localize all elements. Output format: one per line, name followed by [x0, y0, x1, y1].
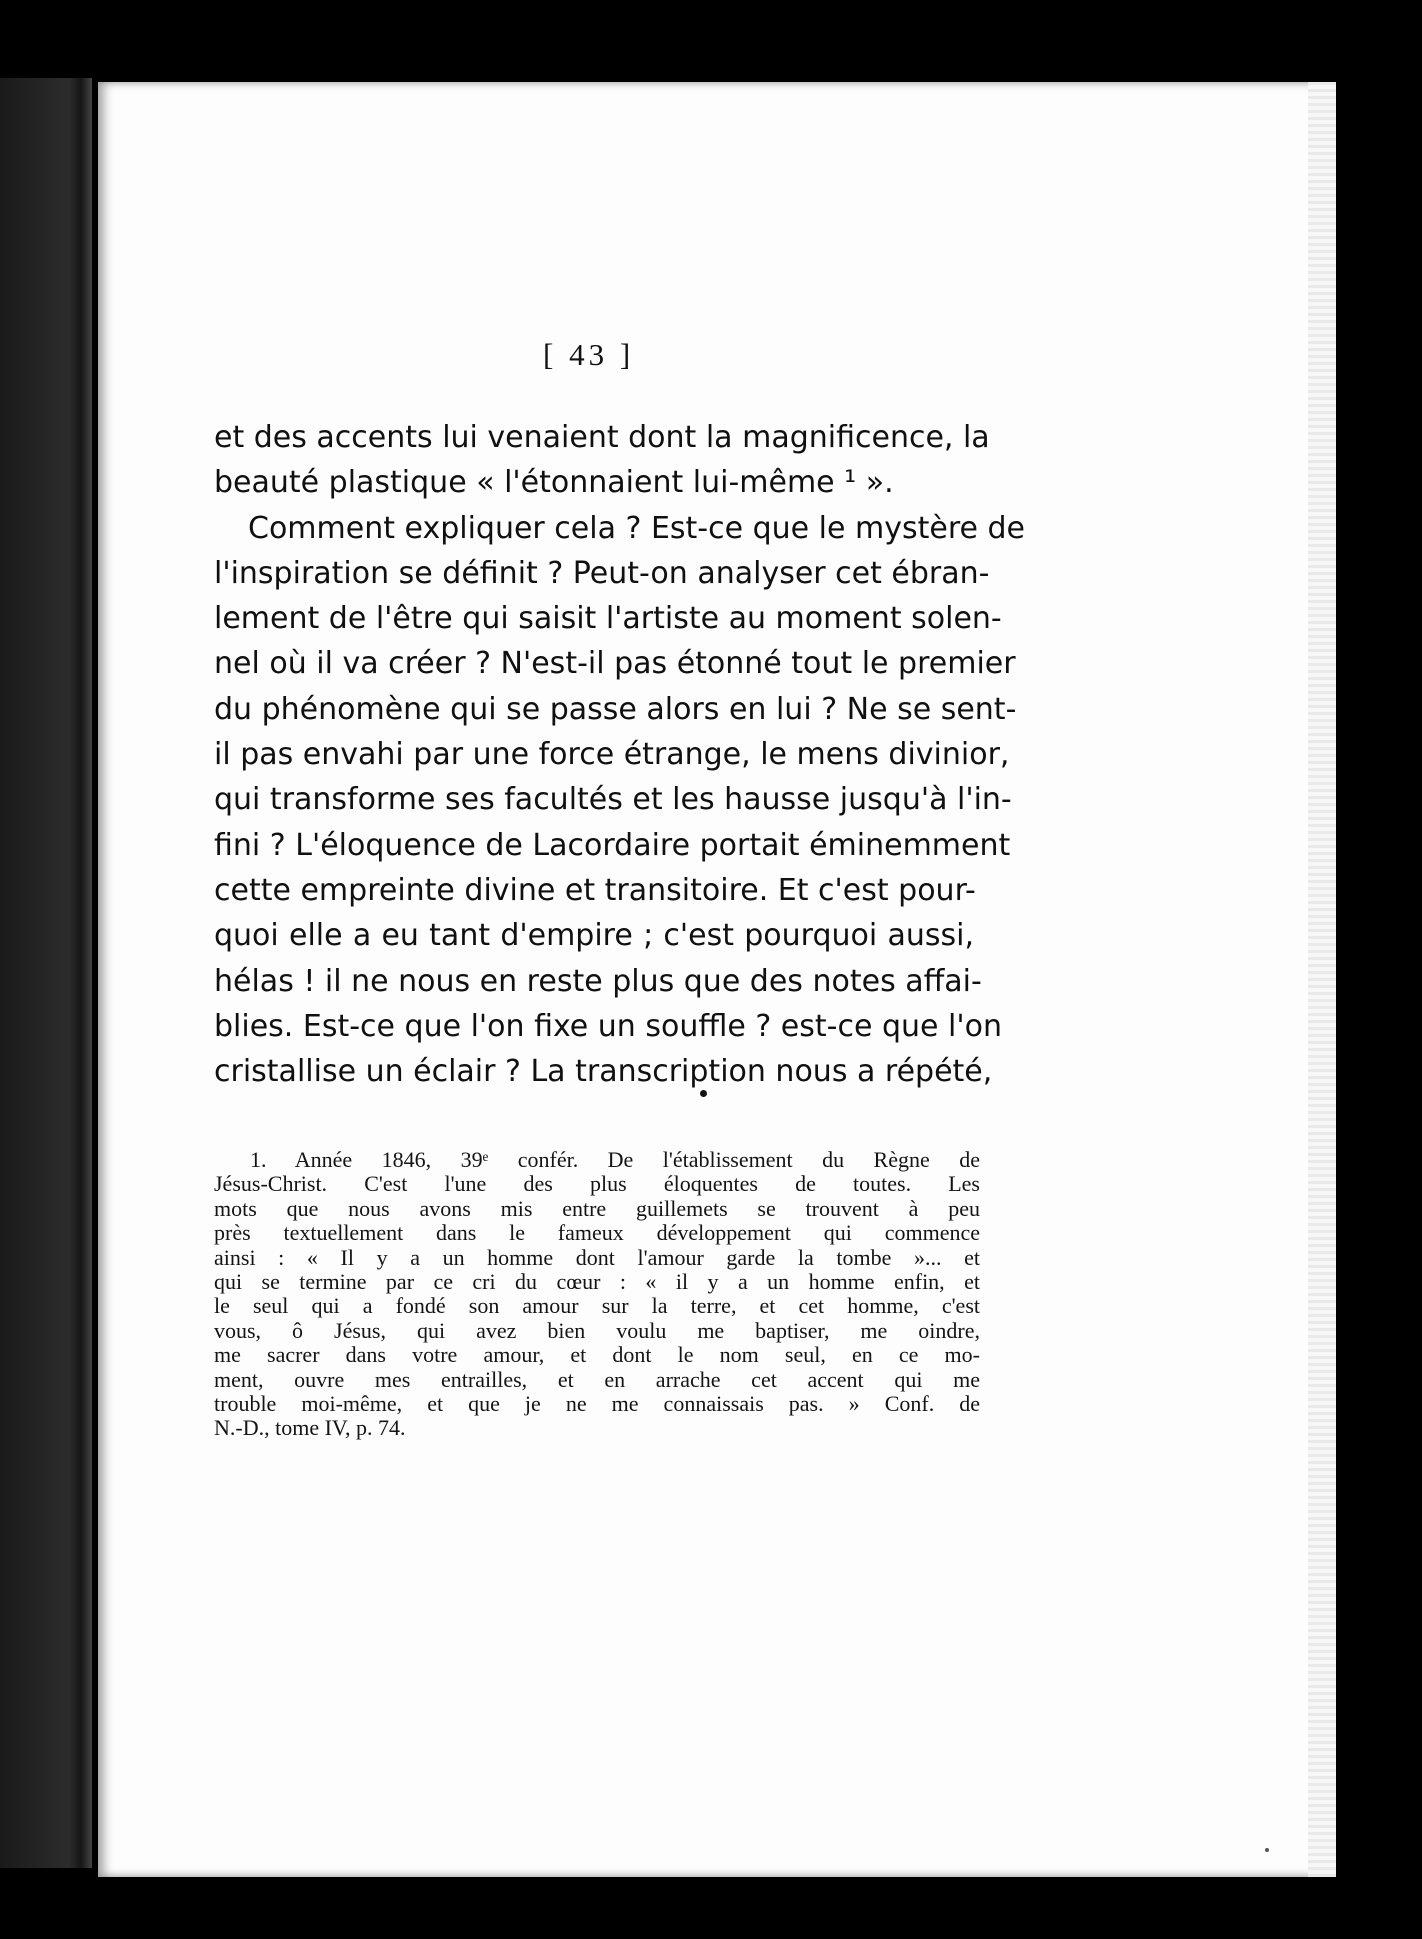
text-line: quoi elle a eu tant d'empire ; c'est pourquoi aussi, [214, 918, 974, 954]
footnote-line: 1. Année 1846, 39ᵉ confér. De l'établissement du Règne de [250, 1147, 980, 1172]
ink-dot [700, 1090, 707, 1097]
facing-page-edge [0, 78, 92, 1868]
footnote-line: ment, ouvre mes entrailles, et en arrache cet accent qui me [214, 1366, 980, 1392]
footnote-line: me sacrer dans votre amour, et dont le nom seul, en ce mo- [214, 1342, 980, 1368]
footnote-line: Jésus-Christ. C'est l'une des plus éloquentes de toutes. Les [214, 1171, 980, 1197]
text-line: Comment expliquer cela ? Est-ce que le mystère de [248, 510, 1025, 546]
footnote-line: N.-D., tome IV, p. 74. [214, 1415, 406, 1441]
text-line: qui transforme ses facultés et les hausse jusqu'à l'in- [214, 782, 1012, 818]
text-line: du phénomène qui se passe alors en lui ? Ne se sent- [214, 691, 1017, 727]
text-line: fini ? L'éloquence de Lacordaire portait éminemment [214, 827, 1011, 863]
text-line: nel où il va créer ? N'est-il pas étonné tout le premier [214, 646, 1016, 682]
text-line: cette empreinte divine et transitoire. Et c'est pour- [214, 872, 976, 908]
footnote-line: qui se termine par ce cri du cœur : « il y a un homme enfin, et [214, 1268, 980, 1294]
footnote-line: mots que nous avons mis entre guillemets se trouvent à peu [214, 1195, 980, 1221]
text-line: beauté plastique « l'étonnaient lui-même ¹ ». [214, 465, 894, 501]
text-line: hélas ! il ne nous en reste plus que des notes affai- [214, 963, 982, 999]
footnote-line: le seul qui a fondé son amour sur la terre, et cet homme, c'est [214, 1293, 980, 1319]
text-line: et des accents lui venaient dont la magnificence, la [214, 420, 990, 455]
page-number: [ 43 ] [543, 337, 635, 372]
footnote-line: près textuellement dans le fameux développement qui commence [214, 1220, 980, 1246]
text-line: l'inspiration se définit ? Peut-on analyser cet ébran- [214, 555, 990, 591]
footnote-line: vous, ô Jésus, qui avez bien voulu me baptiser, me oindre, [214, 1317, 980, 1343]
text-line: blies. Est-ce que l'on fixe un souffle ? est-ce que l'on [214, 1008, 1002, 1044]
footnote-line: ainsi : « Il y a un homme dont l'amour garde la tombe »... et [214, 1244, 980, 1270]
main-text [214, 415, 1025, 1094]
footnote [214, 1148, 980, 1441]
page-edge-right [1308, 82, 1336, 1877]
text-line: il pas envahi par une force étrange, le mens divinior, [214, 737, 1010, 773]
scan-speck [1265, 1848, 1269, 1852]
footnote-line: trouble moi-même, et que je ne me connaissais pas. » Conf. de [214, 1390, 980, 1416]
text-line: cristallise un éclair ? La transcription nous a répété, [214, 1054, 993, 1090]
text-line: lement de l'être qui saisit l'artiste au moment solen- [214, 601, 1002, 637]
